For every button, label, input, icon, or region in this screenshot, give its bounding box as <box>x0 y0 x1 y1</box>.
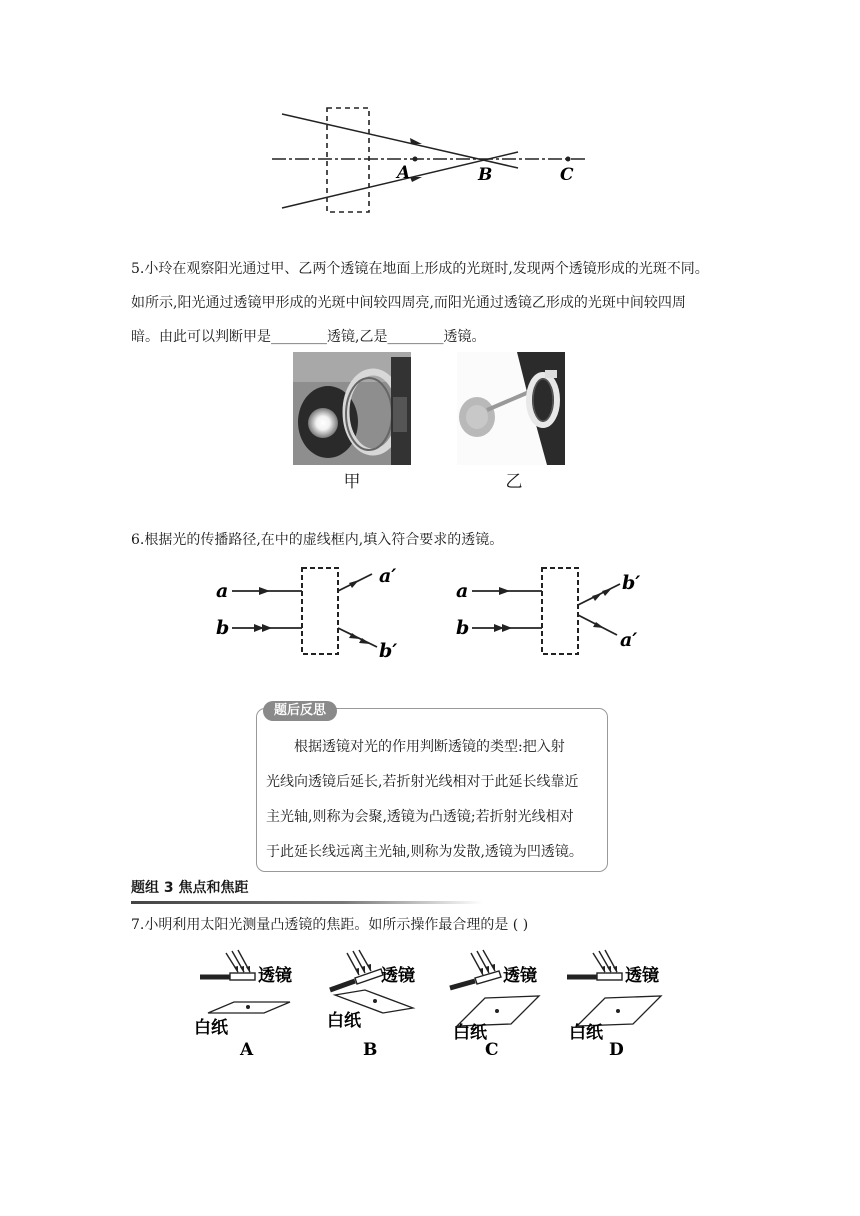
paper-label: 白纸 <box>453 1023 487 1043</box>
q5-line-3: 暗。由此可以判断甲是________透镜,乙是________透镜。 <box>131 329 486 345</box>
lens-label: 透镜 <box>258 966 292 986</box>
q6-text: 6.根据光的传播路径,在中的虚线框内,填入符合要求的透镜。 <box>131 532 504 548</box>
point-c-label: C <box>560 165 574 185</box>
point-a-label: A <box>397 163 411 183</box>
photo-label-jia: 甲 <box>343 472 361 492</box>
photo-lens-jia <box>293 352 411 465</box>
reflection-line-4: 于此延长线远离主光轴,则称为发散,透镜为凹透镜。 <box>266 844 583 860</box>
paper-label: 白纸 <box>194 1018 228 1038</box>
option-label-d: D <box>609 1040 624 1060</box>
q6l-label-b: b <box>216 617 230 639</box>
ray-diagram-top <box>260 100 600 225</box>
option-label-c: C <box>485 1040 499 1060</box>
paper-label: 白纸 <box>569 1023 603 1043</box>
photo-lens-yi <box>457 352 565 465</box>
q6-diagram-right <box>452 562 652 662</box>
reflection-tag: 题后反思 <box>263 701 337 721</box>
option-label-b: B <box>363 1040 378 1060</box>
q7-option-a <box>190 948 310 1060</box>
q7-option-b <box>325 948 445 1060</box>
q6l-label-a-prime: a′ <box>379 565 397 587</box>
q5-line-1: 5.小玲在观察阳光通过甲、乙两个透镜在地面上形成的光斑时,发现两个透镜形成的光斑不同。 <box>131 261 709 277</box>
point-c-dot <box>566 157 571 162</box>
reflection-line-1: 根据透镜对光的作用判断透镜的类型:把入射 <box>294 739 565 755</box>
q6r-label-a-prime: a′ <box>620 629 638 651</box>
question-7 <box>131 908 761 942</box>
q6r-label-b: b <box>456 617 470 639</box>
question-6 <box>131 523 761 557</box>
q6r-label-b-prime: b′ <box>622 572 641 594</box>
q7-text: 7.小明利用太阳光测量凸透镜的焦距。如所示操作最合理的是 ( ) <box>131 917 529 933</box>
question-5 <box>131 252 761 354</box>
q6-diagram-left <box>212 562 412 662</box>
paper-label: 白纸 <box>327 1011 361 1031</box>
point-a-dot <box>413 157 418 162</box>
q7-option-c <box>445 948 565 1060</box>
q5-line-2: 如所示,阳光通过透镜甲形成的光斑中间较四周亮,而阳光通过透镜乙形成的光斑中间较四周 <box>131 295 686 311</box>
lens-label: 透镜 <box>503 966 537 986</box>
lower-ray-arrow <box>410 177 422 182</box>
lens-label: 透镜 <box>625 966 659 986</box>
reflection-line-2: 光线向透镜后延长,若折射光线相对于此延长线靠近 <box>266 774 579 790</box>
group-3-underline <box>131 901 483 904</box>
dashed-box-right <box>542 568 578 654</box>
upper-ray-arrow <box>410 138 422 144</box>
q6l-label-a: a <box>216 580 229 602</box>
q6l-label-b-prime: b′ <box>379 640 398 662</box>
photo-label-yi: 乙 <box>505 472 523 492</box>
reflection-line-3: 主光轴,则称为会聚,透镜为凸透镜;若折射光线相对 <box>266 809 574 825</box>
point-b-label: B <box>478 165 493 185</box>
dashed-box-left <box>302 568 338 654</box>
group-3-title: 题组 3 焦点和焦距 <box>131 880 249 896</box>
q7-option-d <box>565 948 685 1060</box>
reflection-text <box>266 730 602 870</box>
lens-label: 透镜 <box>381 966 415 986</box>
option-label-a: A <box>240 1040 254 1060</box>
q6r-label-a: a <box>456 580 469 602</box>
